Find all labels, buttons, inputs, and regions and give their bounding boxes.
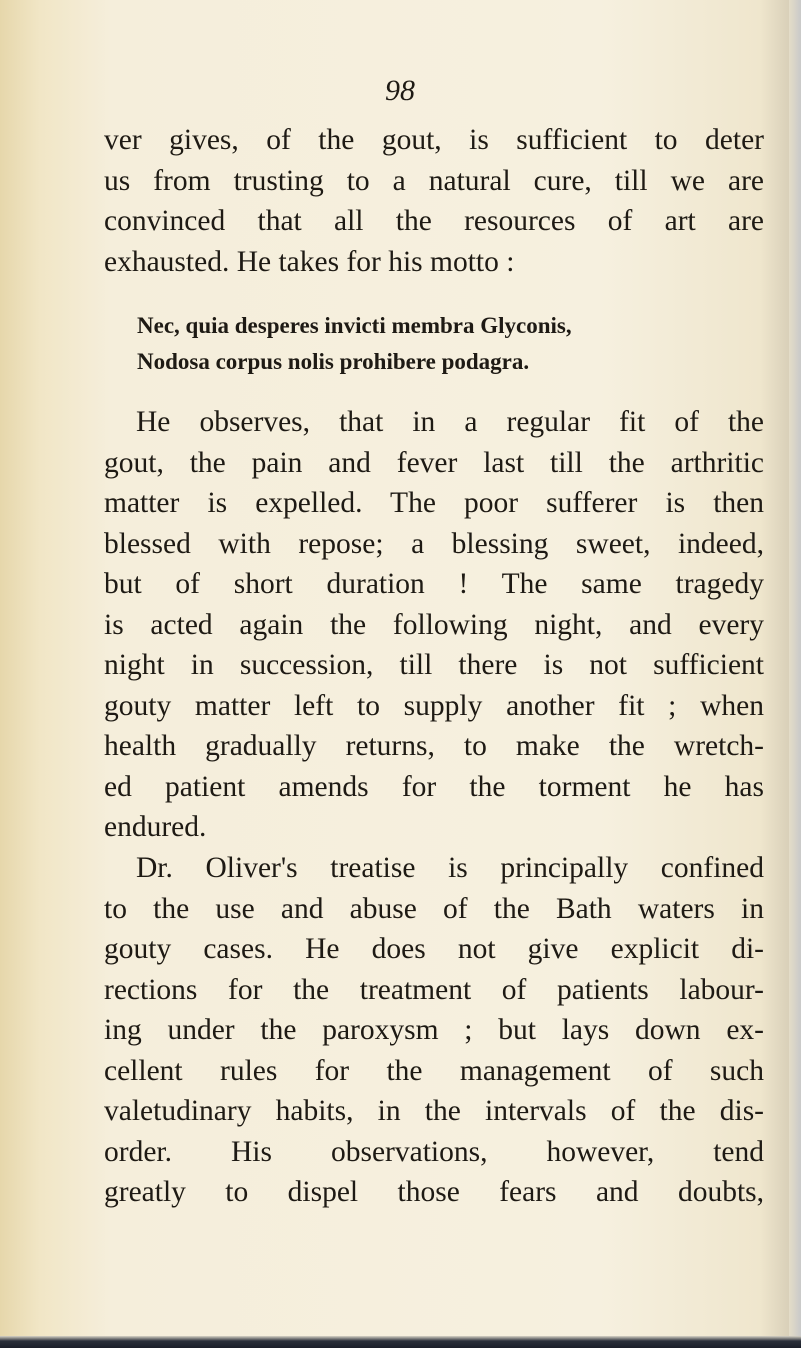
text-line: exhausted. He takes for his motto : bbox=[104, 245, 515, 278]
paragraph-continued bbox=[104, 120, 764, 282]
page-number: 98 bbox=[385, 74, 415, 107]
text-line: ver gives, of the gout, is sufficient to deter bbox=[104, 124, 764, 156]
text-line: endured. bbox=[104, 811, 207, 843]
text-line: is acted again the following night, and every bbox=[104, 608, 764, 641]
text-line: order. His observations, however, tend bbox=[104, 1135, 764, 1168]
text-line: convinced that all the resources of art are bbox=[104, 205, 764, 237]
text-line: greatly to dispel those fears and doubts, bbox=[104, 1176, 764, 1208]
paragraph-observes bbox=[104, 402, 764, 848]
quote-line: Nec, quia desperes invicti membra Glyconis, bbox=[137, 313, 572, 338]
scan-bottom-edge bbox=[0, 1336, 801, 1348]
text-line: gouty matter left to supply another fit ; when bbox=[104, 689, 764, 722]
latin-quotation bbox=[137, 308, 697, 380]
text-line: ing under the paroxysm ; but lays down ex- bbox=[104, 1014, 764, 1046]
quote-line: Nodosa corpus nolis prohibere podagra. bbox=[137, 349, 530, 374]
text-line: us from trusting to a natural cure, till we are bbox=[104, 164, 764, 197]
text-line: gouty cases. He does not give explicit di- bbox=[104, 933, 764, 965]
text-line: to the use and abuse of the Bath waters in bbox=[104, 892, 764, 925]
text-line: health gradually returns, to make the wretch- bbox=[104, 730, 764, 762]
text-line: ed patient amends for the torment he has bbox=[104, 770, 764, 803]
paragraph-oliver bbox=[104, 848, 764, 1213]
text-line: matter is expelled. The poor sufferer is then bbox=[104, 487, 764, 519]
text-line: cellent rules for the management of such bbox=[104, 1054, 764, 1087]
page-edge-shadow bbox=[789, 0, 801, 1348]
text-line: gout, the pain and fever last till the arthritic bbox=[104, 446, 764, 479]
text-line: night in succession, till there is not sufficient bbox=[104, 649, 764, 681]
text-line: valetudinary habits, in the intervals of the dis- bbox=[104, 1095, 764, 1127]
text-line: blessed with repose; a blessing sweet, indeed, bbox=[104, 527, 764, 560]
text-line: rections for the treatment of patients labour- bbox=[104, 973, 764, 1006]
text-line: He observes, that in a regular fit of the bbox=[136, 406, 764, 438]
text-line: but of short duration ! The same tragedy bbox=[104, 568, 764, 600]
text-line: Dr. Oliver's treatise is principally confined bbox=[136, 852, 764, 884]
